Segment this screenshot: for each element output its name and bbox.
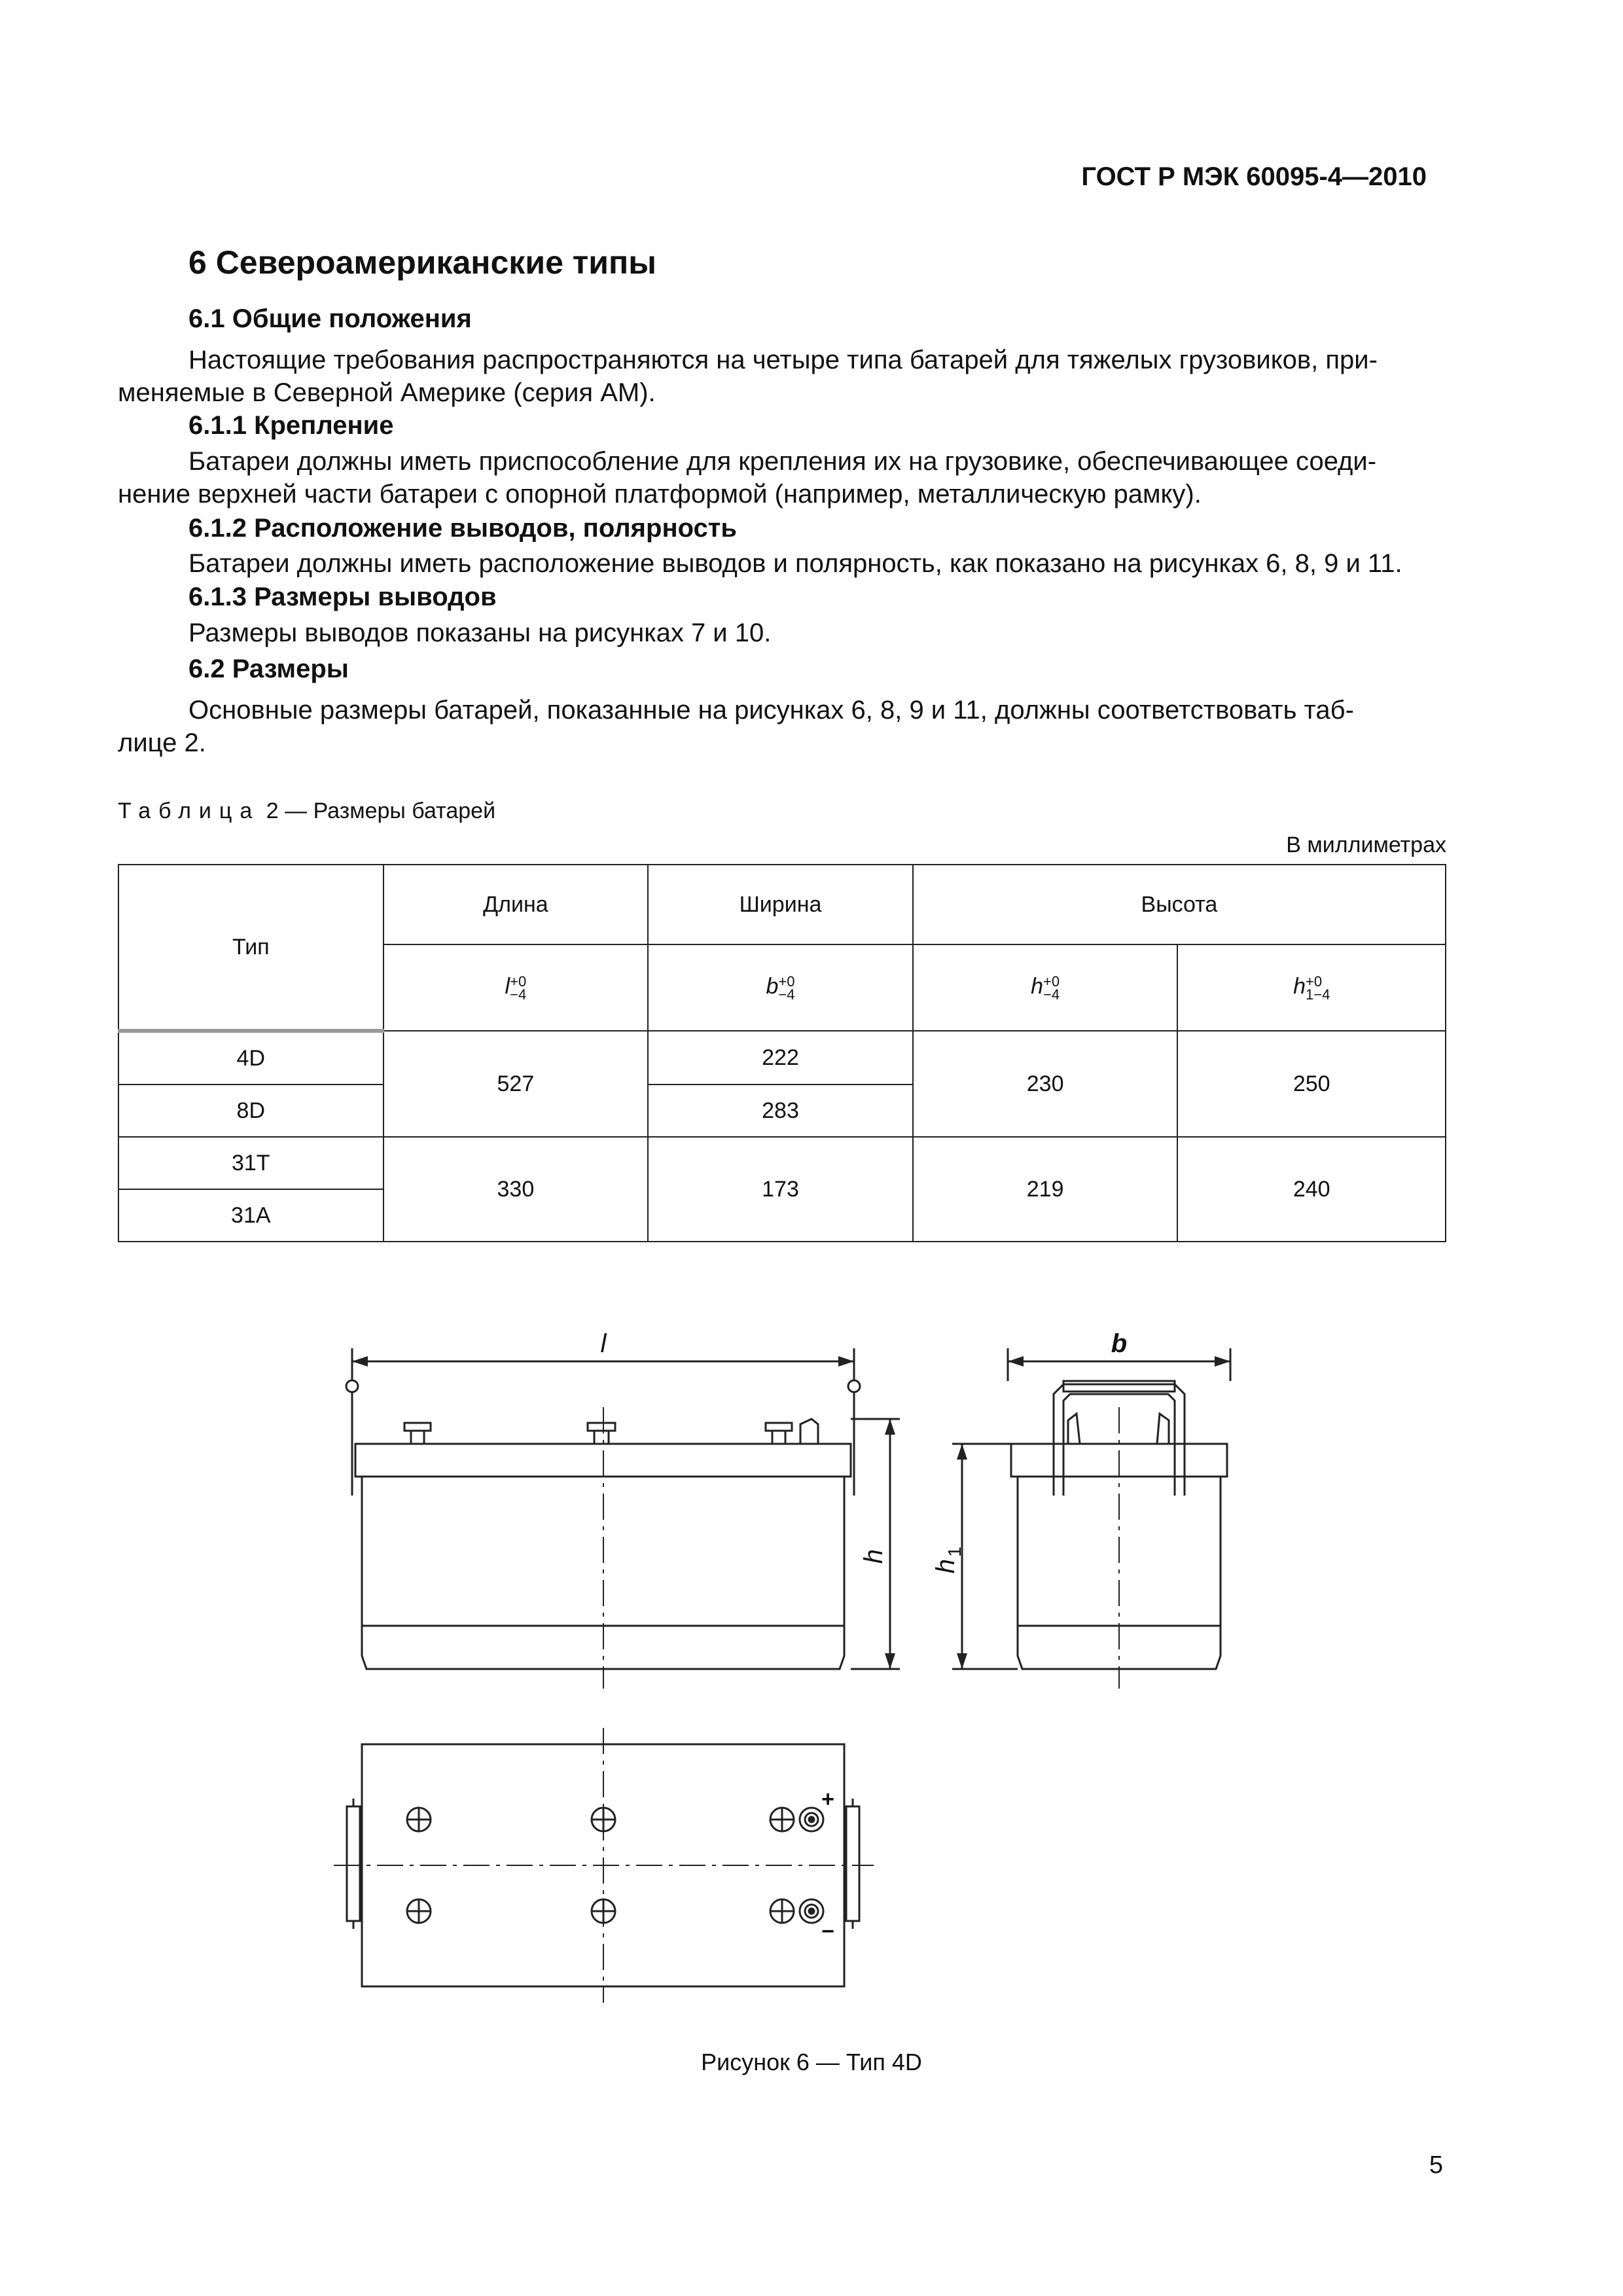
subsection-6-1-3-text: Размеры выводов показаны на рисунках 7 и 10. <box>188 619 772 647</box>
subsection-6-2-title: 6.2 Размеры <box>188 655 349 683</box>
cell-h: 219 <box>913 1137 1178 1242</box>
side-view <box>931 1329 1230 1689</box>
positive-sign: + <box>821 1787 834 1812</box>
label-b: b <box>1111 1329 1128 1358</box>
label-l: l <box>600 1329 607 1358</box>
label-h1 <box>931 1547 965 1573</box>
cell-length: 527 <box>383 1031 649 1137</box>
cell-width: 283 <box>648 1085 913 1137</box>
figure-caption: Рисунок 6 — Тип 4D <box>701 2049 922 2075</box>
cell-cap-icon <box>770 1808 794 1831</box>
header-type: Тип <box>118 865 383 1031</box>
text-line: нение верхней части батареи с опорной платформой (например, металлическую рамку). <box>118 480 1202 509</box>
subsection-6-1-2-title: 6.1.2 Расположение выводов, полярность <box>188 514 737 543</box>
text-line: меняемые в Северной Америке (серия АМ). <box>118 378 656 407</box>
document-header: ГОСТ Р МЭК 60095-4—2010 <box>1081 162 1427 191</box>
symbol-h1: h+0 1−4 <box>1177 944 1446 1031</box>
terminal <box>588 1423 615 1431</box>
section-title: 6 Североамериканские типы <box>188 244 656 281</box>
cell-h1: 240 <box>1177 1137 1446 1242</box>
table-caption-word: Таблица <box>118 798 260 823</box>
symbol-l: l+0 −4 <box>383 944 649 1031</box>
cell-cap-icon <box>770 1899 794 1923</box>
text-line: Настоящие требования распространяются на четыре типа батарей для тяжелых грузовиков, при- <box>188 346 1378 374</box>
cell-cap-icon <box>407 1808 431 1831</box>
terminal <box>766 1423 792 1431</box>
cell-h1: 250 <box>1177 1031 1446 1137</box>
subsection-6-1-title: 6.1 Общие положения <box>188 304 472 333</box>
subsection-6-1-1-title: 6.1.1 Крепление <box>188 411 394 440</box>
cell-type: 8D <box>118 1085 383 1137</box>
cell-cap-icon <box>592 1899 615 1923</box>
side-handle <box>347 1806 360 1921</box>
terminal <box>404 1423 431 1431</box>
front-view <box>346 1329 900 1689</box>
positive-terminal-icon <box>800 1808 823 1831</box>
label-h: h <box>859 1549 888 1564</box>
text-line: лице 2. <box>118 728 206 757</box>
side-handle <box>846 1806 859 1921</box>
svg-text:1: 1 <box>944 1547 965 1557</box>
header-height: Высота <box>913 865 1446 944</box>
cell-type: 4D <box>118 1031 383 1085</box>
negative-sign: − <box>821 1919 834 1944</box>
symbol-b: b+0 −4 <box>648 944 913 1031</box>
top-view <box>334 1728 874 2003</box>
cell-length: 330 <box>383 1137 649 1242</box>
subsection-6-1-2-text: Батареи должны иметь расположение выводов и полярность, как показано на рисунках 6, 8, 9 и 11. <box>188 549 1402 578</box>
table-units: В миллиметрах <box>1286 833 1446 857</box>
cell-width: 222 <box>648 1031 913 1085</box>
svg-text:h: h <box>931 1558 960 1574</box>
header-width: Ширина <box>648 865 913 944</box>
table-caption-text: 2 — Размеры батарей <box>266 798 496 823</box>
symbol-h: h+0 −4 <box>913 944 1178 1031</box>
page-number: 5 <box>1429 2151 1443 2179</box>
text-line: Батареи должны иметь приспособление для крепления их на грузовике, обеспечивающее соеди- <box>188 447 1377 476</box>
text-line: Основные размеры батарей, показанные на рисунках 6, 8, 9 и 11, должны соответствовать таб- <box>188 696 1354 725</box>
cell-type: 31A <box>118 1189 383 1242</box>
cell-cap-icon <box>592 1808 615 1831</box>
cell-width: 173 <box>648 1137 913 1242</box>
cell-cap-icon <box>407 1899 431 1923</box>
cell-h: 230 <box>913 1031 1178 1137</box>
header-length: Длина <box>383 865 649 944</box>
vent-plug <box>800 1419 818 1444</box>
subsection-6-1-3-title: 6.1.3 Размеры выводов <box>188 583 497 611</box>
cell-type: 31T <box>118 1137 383 1189</box>
negative-terminal-icon <box>800 1899 823 1923</box>
